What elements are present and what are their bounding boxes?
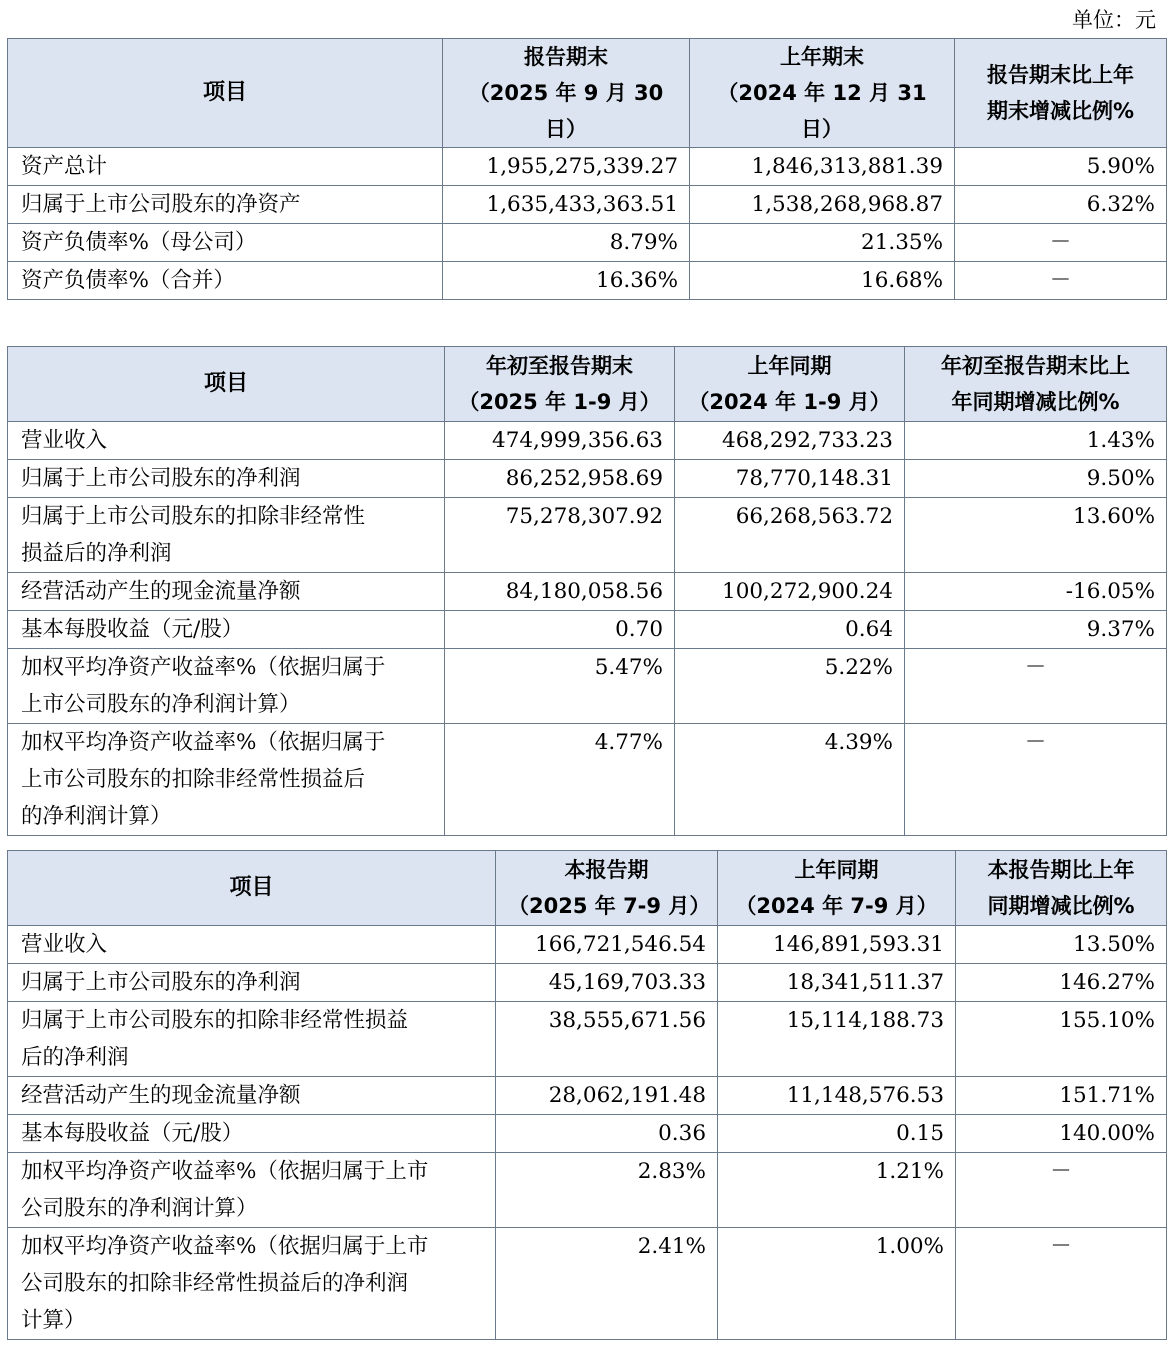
header-col1: 报告期末 （2025 年 9 月 30 日） bbox=[443, 39, 690, 148]
table-row bbox=[8, 724, 1167, 836]
value-cell: 1.21% bbox=[718, 1153, 956, 1228]
value-cell: 100,272,900.24 bbox=[675, 573, 905, 611]
value-cell: 1,955,275,339.27 bbox=[443, 148, 690, 186]
value-cell: 5.22% bbox=[675, 649, 905, 724]
value-cell: 11,148,576.53 bbox=[718, 1077, 956, 1115]
header-item: 项目 bbox=[8, 347, 445, 422]
header-col3: 年初至报告期末比上 年同期增减比例% bbox=[905, 347, 1167, 422]
row-label: 经营活动产生的现金流量净额 bbox=[8, 1077, 496, 1115]
row-label: 基本每股收益（元/股） bbox=[8, 611, 445, 649]
row-label: 归属于上市公司股东的扣除非经常性损益 后的净利润 bbox=[8, 1002, 496, 1077]
row-label: 归属于上市公司股东的净利润 bbox=[8, 964, 496, 1002]
value-cell: 468,292,733.23 bbox=[675, 422, 905, 460]
value-cell: 0.15 bbox=[718, 1115, 956, 1153]
change-cell: 13.60% bbox=[905, 498, 1167, 573]
value-cell: 28,062,191.48 bbox=[496, 1077, 718, 1115]
change-cell: 9.37% bbox=[905, 611, 1167, 649]
value-cell: 1,846,313,881.39 bbox=[690, 148, 955, 186]
table-header-row bbox=[8, 39, 1167, 148]
value-cell: 2.83% bbox=[496, 1153, 718, 1228]
table-row bbox=[8, 649, 1167, 724]
value-cell: 0.36 bbox=[496, 1115, 718, 1153]
table-row bbox=[8, 224, 1167, 262]
change-cell: 6.32% bbox=[955, 186, 1167, 224]
row-label: 营业收入 bbox=[8, 926, 496, 964]
value-cell: 474,999,356.63 bbox=[445, 422, 675, 460]
row-label: 归属于上市公司股东的净资产 bbox=[8, 186, 443, 224]
value-cell: 16.36% bbox=[443, 262, 690, 300]
row-label: 归属于上市公司股东的净利润 bbox=[8, 460, 445, 498]
header-col3: 报告期末比上年 期末增减比例% bbox=[955, 39, 1167, 148]
header-col1: 年初至报告期末 （2025 年 1-9 月） bbox=[445, 347, 675, 422]
table-row bbox=[8, 186, 1167, 224]
unit-label: 单位：元 bbox=[1072, 8, 1156, 32]
value-cell: 78,770,148.31 bbox=[675, 460, 905, 498]
change-cell: -16.05% bbox=[905, 573, 1167, 611]
value-cell: 18,341,511.37 bbox=[718, 964, 956, 1002]
change-cell: － bbox=[956, 1153, 1167, 1228]
value-cell: 15,114,188.73 bbox=[718, 1002, 956, 1077]
row-label: 基本每股收益（元/股） bbox=[8, 1115, 496, 1153]
table-row bbox=[8, 148, 1167, 186]
value-cell: 1,635,433,363.51 bbox=[443, 186, 690, 224]
row-label: 加权平均净资产收益率%（依据归属于 上市公司股东的净利润计算） bbox=[8, 649, 445, 724]
change-cell: － bbox=[905, 724, 1167, 836]
value-cell: 1.00% bbox=[718, 1228, 956, 1340]
row-label: 资产负债率%（合并） bbox=[8, 262, 443, 300]
change-cell: 1.43% bbox=[905, 422, 1167, 460]
header-col2: 上年同期 （2024 年 1-9 月） bbox=[675, 347, 905, 422]
table-row bbox=[8, 422, 1167, 460]
value-cell: 45,169,703.33 bbox=[496, 964, 718, 1002]
change-cell: 155.10% bbox=[956, 1002, 1167, 1077]
change-cell: － bbox=[955, 262, 1167, 300]
row-label: 加权平均净资产收益率%（依据归属于上市 公司股东的净利润计算） bbox=[8, 1153, 496, 1228]
table-row bbox=[8, 460, 1167, 498]
table-row bbox=[8, 1153, 1167, 1228]
balance-sheet-table bbox=[7, 38, 1167, 300]
row-label: 归属于上市公司股东的扣除非经常性 损益后的净利润 bbox=[8, 498, 445, 573]
change-cell: － bbox=[956, 1228, 1167, 1340]
value-cell: 66,268,563.72 bbox=[675, 498, 905, 573]
value-cell: 16.68% bbox=[690, 262, 955, 300]
table-row bbox=[8, 573, 1167, 611]
value-cell: 75,278,307.92 bbox=[445, 498, 675, 573]
value-cell: 0.64 bbox=[675, 611, 905, 649]
value-cell: 84,180,058.56 bbox=[445, 573, 675, 611]
value-cell: 4.77% bbox=[445, 724, 675, 836]
table-row bbox=[8, 611, 1167, 649]
table-row bbox=[8, 262, 1167, 300]
change-cell: 13.50% bbox=[956, 926, 1167, 964]
value-cell: 146,891,593.31 bbox=[718, 926, 956, 964]
value-cell: 4.39% bbox=[675, 724, 905, 836]
table-header-row bbox=[8, 347, 1167, 422]
ytd-income-table bbox=[7, 346, 1167, 836]
table-header-row bbox=[8, 851, 1167, 926]
change-cell: 140.00% bbox=[956, 1115, 1167, 1153]
value-cell: 38,555,671.56 bbox=[496, 1002, 718, 1077]
row-label: 资产总计 bbox=[8, 148, 443, 186]
value-cell: 166,721,546.54 bbox=[496, 926, 718, 964]
change-cell: 9.50% bbox=[905, 460, 1167, 498]
table-row bbox=[8, 1077, 1167, 1115]
header-col3: 本报告期比上年 同期增减比例% bbox=[956, 851, 1167, 926]
value-cell: 8.79% bbox=[443, 224, 690, 262]
value-cell: 2.41% bbox=[496, 1228, 718, 1340]
header-item: 项目 bbox=[8, 39, 443, 148]
value-cell: 21.35% bbox=[690, 224, 955, 262]
table-row bbox=[8, 964, 1167, 1002]
change-cell: － bbox=[905, 649, 1167, 724]
quarter-income-table bbox=[7, 850, 1167, 1340]
change-cell: 151.71% bbox=[956, 1077, 1167, 1115]
row-label: 营业收入 bbox=[8, 422, 445, 460]
row-label: 加权平均净资产收益率%（依据归属于上市 公司股东的扣除非经常性损益后的净利润 计算） bbox=[8, 1228, 496, 1340]
table-row bbox=[8, 1115, 1167, 1153]
row-label: 加权平均净资产收益率%（依据归属于 上市公司股东的扣除非经常性损益后 的净利润计算） bbox=[8, 724, 445, 836]
header-col1: 本报告期 （2025 年 7-9 月） bbox=[496, 851, 718, 926]
table-row bbox=[8, 1228, 1167, 1340]
table-row bbox=[8, 926, 1167, 964]
change-cell: － bbox=[955, 224, 1167, 262]
value-cell: 5.47% bbox=[445, 649, 675, 724]
row-label: 经营活动产生的现金流量净额 bbox=[8, 573, 445, 611]
change-cell: 146.27% bbox=[956, 964, 1167, 1002]
table-row bbox=[8, 1002, 1167, 1077]
row-label: 资产负债率%（母公司） bbox=[8, 224, 443, 262]
header-col2: 上年同期 （2024 年 7-9 月） bbox=[718, 851, 956, 926]
value-cell: 86,252,958.69 bbox=[445, 460, 675, 498]
change-cell: 5.90% bbox=[955, 148, 1167, 186]
value-cell: 0.70 bbox=[445, 611, 675, 649]
header-col2: 上年期末 （2024 年 12 月 31 日） bbox=[690, 39, 955, 148]
table-row bbox=[8, 498, 1167, 573]
value-cell: 1,538,268,968.87 bbox=[690, 186, 955, 224]
header-item: 项目 bbox=[8, 851, 496, 926]
